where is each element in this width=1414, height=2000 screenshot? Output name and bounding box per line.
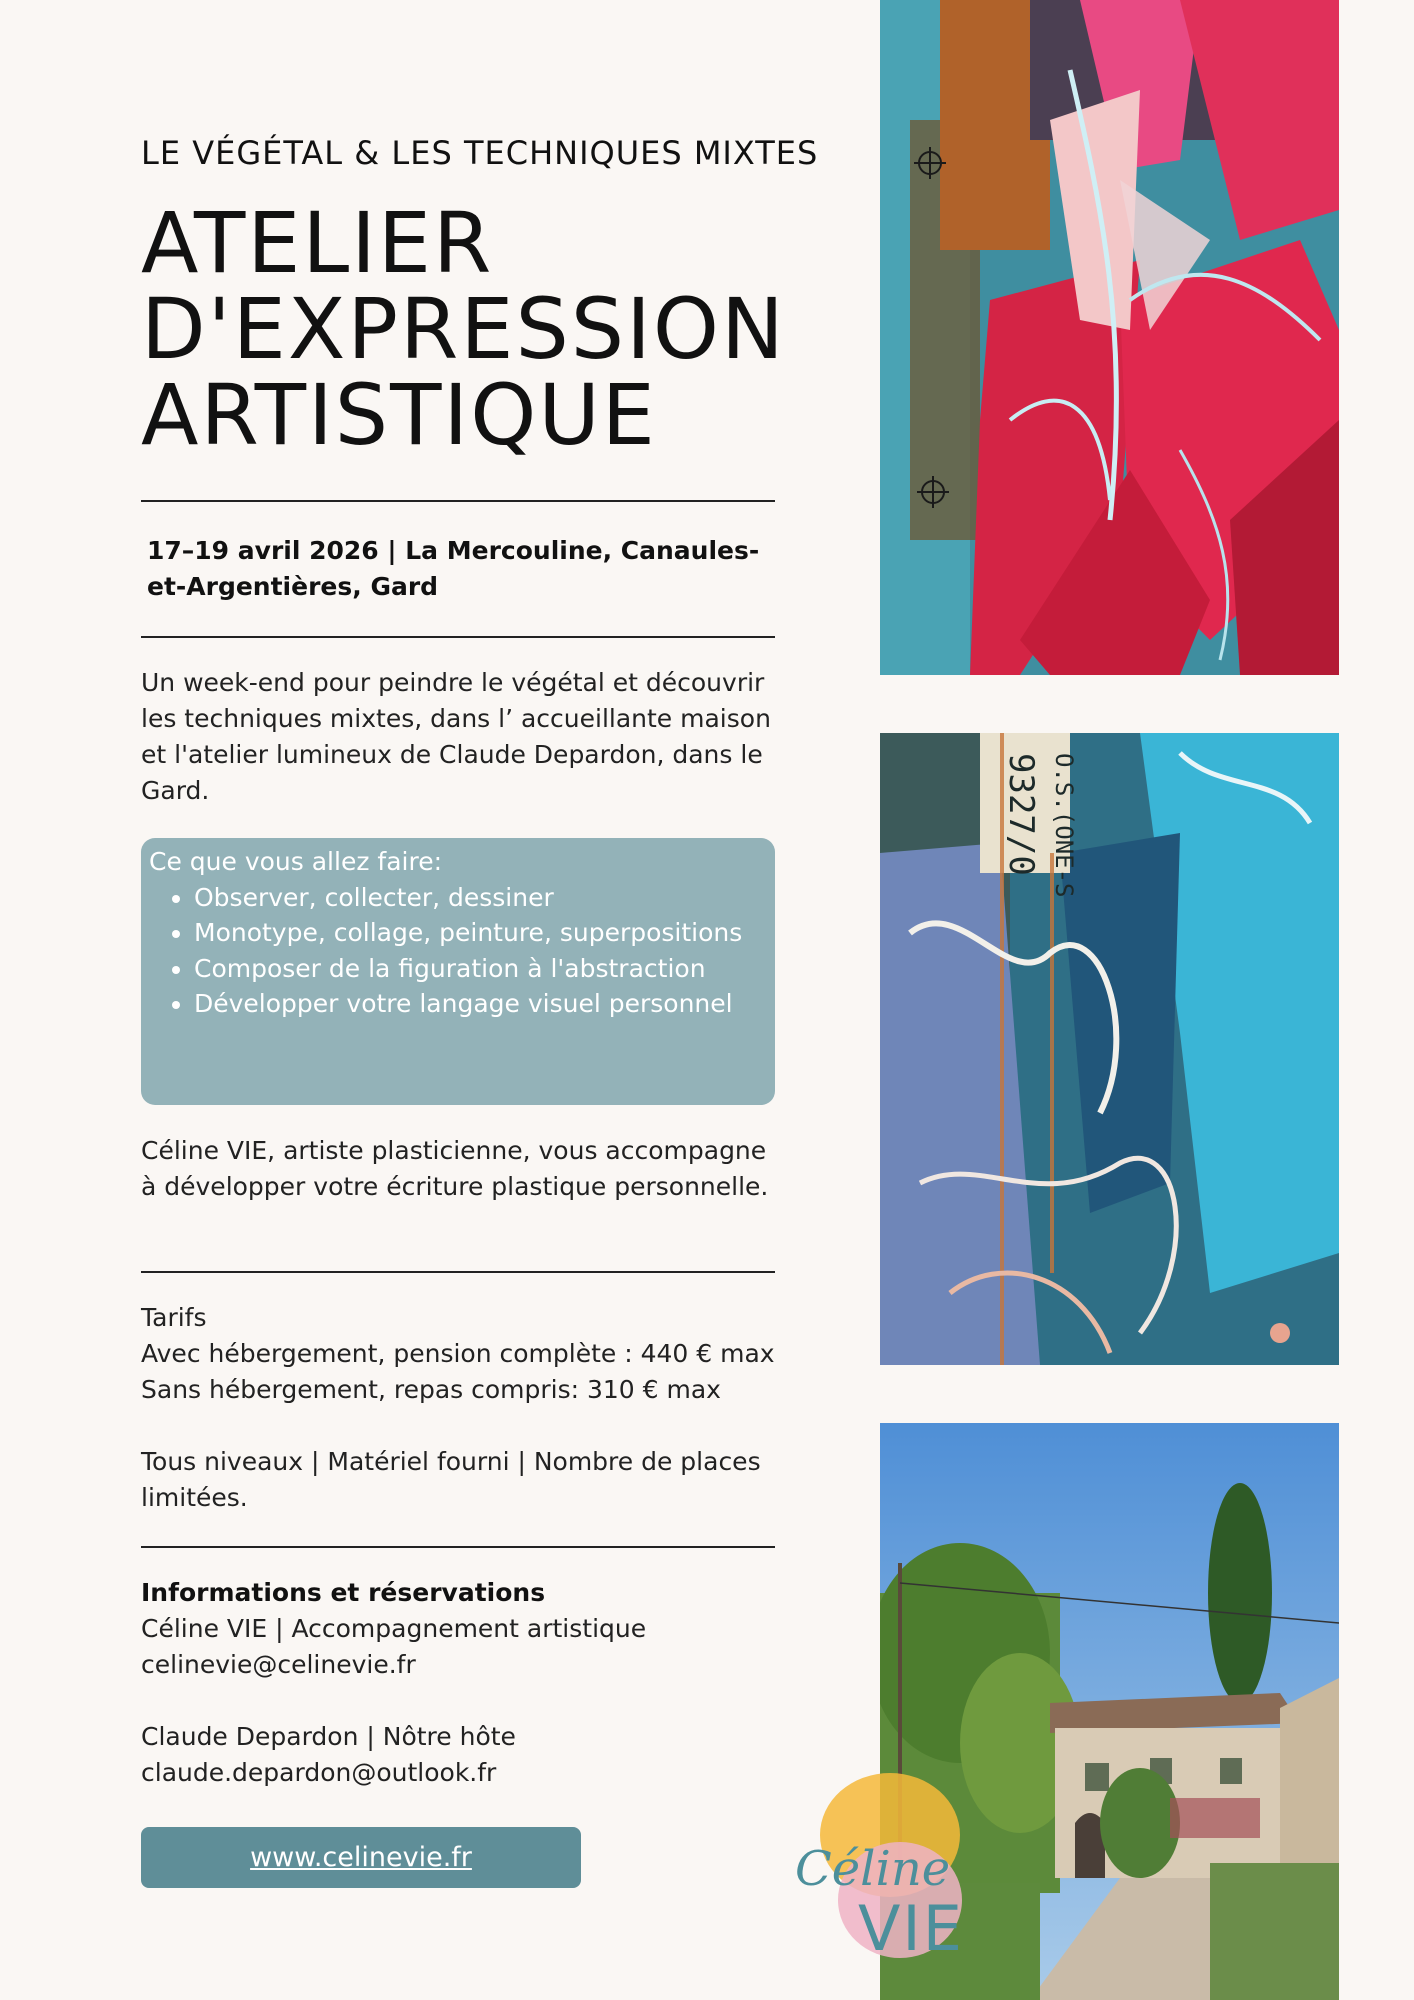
artwork-red-plant-image — [880, 0, 1339, 675]
tarif-with-lodging: Avec hébergement, pension complète : 440 € max — [141, 1339, 775, 1368]
tarifs-section — [141, 1300, 775, 1516]
intro-text: Un week-end pour peindre le végétal et découvrir les techniques mixtes, dans l’ accueillante maison et l'atelier lumineux de Claude Depardon, dans le Gard. — [141, 668, 771, 805]
divider — [141, 1271, 775, 1273]
event-dateline: 17–19 avril 2026 | La Mercouline, Canaules-et-Argentières, Gard — [147, 536, 760, 601]
event-title — [141, 194, 786, 464]
activities-heading: Ce que vous allez faire: — [149, 847, 442, 876]
activities-box — [141, 838, 775, 1105]
list-item: • Observer, collecter, dessiner — [194, 880, 765, 916]
info-section — [141, 1575, 775, 1791]
divider — [141, 1546, 775, 1548]
list-item: • Composer de la figuration à l'abstraction — [194, 951, 765, 987]
contact-email[interactable]: celinevie@celinevie.fr — [141, 1650, 416, 1679]
stamp-text: 9327/0 — [1001, 753, 1041, 876]
tarifs-notes: Tous niveaux | Matériel fourni | Nombre de places limitées. — [141, 1447, 761, 1512]
info-heading: Informations et réservations — [141, 1578, 546, 1607]
divider — [141, 636, 775, 638]
title-line: ARTISTIQUE — [141, 366, 657, 464]
divider — [141, 500, 775, 502]
celine-vie-logo — [790, 1765, 980, 1965]
title-line: ATELIER — [141, 194, 494, 292]
logo-letters: VIE — [858, 1892, 964, 1965]
tarifs-heading: Tarifs — [141, 1303, 207, 1332]
contact-name: Claude Depardon | Nôtre hôte — [141, 1722, 516, 1751]
event-kicker: LE VÉGÉTAL & LES TECHNIQUES MIXTES — [141, 134, 819, 172]
contact-name: Céline VIE | Accompagnement artistique — [141, 1614, 647, 1643]
list-item: • Développer votre langage visuel personnel — [194, 986, 765, 1022]
tarif-without-lodging: Sans hébergement, repas compris: 310 € max — [141, 1375, 721, 1404]
title-line: D'EXPRESSION — [141, 280, 786, 378]
stamp-text: O.S.(ONE-S — [1050, 753, 1078, 898]
website-button[interactable]: www.celinevie.fr — [141, 1827, 581, 1888]
logo-script: Céline — [795, 1841, 951, 1897]
artist-text: Céline VIE, artiste plasticienne, vous accompagne à développer votre écriture plastique personnelle. — [141, 1136, 769, 1201]
contact-email[interactable]: claude.depardon@outlook.fr — [141, 1758, 497, 1787]
activities-list — [149, 880, 765, 1022]
artwork-blue-abstract-image — [880, 733, 1339, 1365]
list-item: • Monotype, collage, peinture, superpositions — [194, 915, 765, 951]
